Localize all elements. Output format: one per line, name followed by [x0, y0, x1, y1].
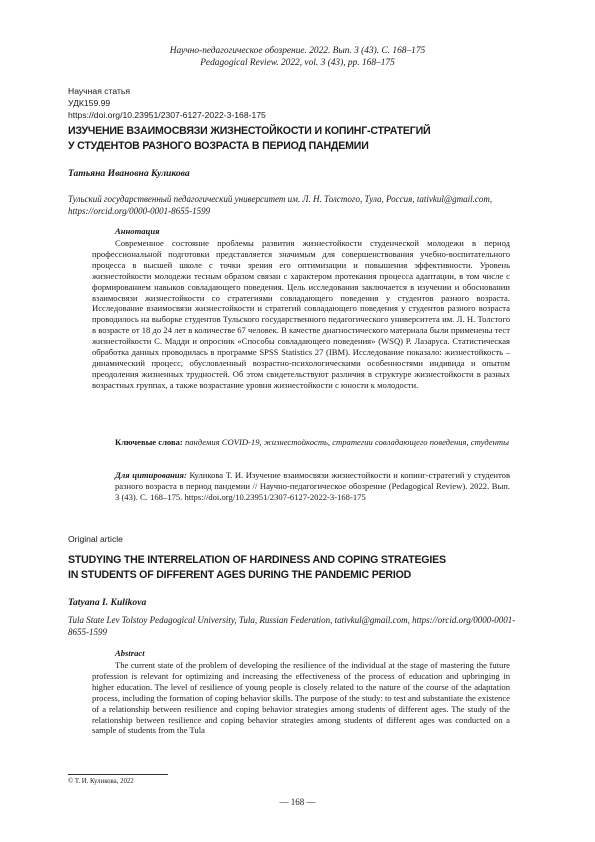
author-ru: Татьяна Ивановна Куликова [68, 168, 190, 179]
article-type-en: Original article [68, 534, 123, 544]
abstract-en-heading: Abstract [115, 648, 145, 658]
author-en: Tatyana I. Kulikova [68, 597, 147, 608]
doi-link[interactable]: https://doi.org/10.23951/2307-6127-2022-3-168-175 [68, 110, 266, 120]
title-ru [68, 124, 527, 154]
title-ru-line1: ИЗУЧЕНИЕ ВЗАИМОСВЯЗИ ЖИЗНЕСТОЙКОСТИ И КОПИНГ-СТРАТЕГИЙ [68, 125, 431, 137]
abstract-ru-heading: Аннотация [115, 226, 160, 236]
article-meta [68, 85, 527, 121]
citation-ru-text: Куликова Т. И. Изучение взаимосвязи жизнестойкости и копинг-стратегий у студентов разного возраста в период пандемии // Научно-педагогическое обозрение (Pedagogical Review). 2022. Вып. 3 (43). С. 168–175. https://doi.org/10.23951/2307-6127-2022-3-168-175 [115, 470, 511, 502]
footnote-divider [68, 774, 168, 775]
page-number: — 168 — [279, 797, 316, 807]
journal-header [68, 45, 527, 69]
affiliation-en: Tula State Lev Tolstoy Pedagogical University, Tula, Russian Federation, tativkul@gmail.com, https://orcid.org/0000-0001-8655-1599 [68, 615, 516, 637]
keywords-ru-label: Ключевые слова: [115, 437, 183, 447]
citation-ru-label: Для цитирования: [115, 470, 187, 480]
article-type-ru: Научная статья [68, 86, 131, 96]
title-en [68, 553, 527, 583]
abstract-ru-text: Современное состояние проблемы развития жизнестойкости студенческой молодежи в период профессиональной подготовки представляется значимым для совершенствования учебно-воспитательного процесса в высшей школе с точки зрения его оптимизации и повышения эффективности. Уровень жизнестойкости молодежи тесным образом связан с характером протекания процесса адаптации, в том числе с формированием навыков совладающего поведения. Цель исследования заключается в изучении и обосновании взаимосвязи жизнестойкости со стратегиями совладающего поведения у студентов разного возраста. Исследование взаимосвязи жизнестойкости и стратегий совладающего поведения у студентов разного возраста проводилось на выборке студентов Тульского государственного педагогического университета им. Л. Н. Толстого в возрасте от 18 до 24 лет в количестве 67 человек. В качестве диагностического материала были применены тест жизнестойкости С. Мадди и опросник «Способы совладающего поведения» (WSQ) Р. Лазаруса. Статистическая обработка данных проводилась в программе SPSS Statistics 27 (IBM). Исследование показало: жизнестойкость – динамический процесс, обусловленный возрастно-психологическими особенностями индивида и опытом преодоления жизненных трудностей. Об этом свидетельствуют различия в структуре жизнестойкости в разных возрастных группах, а также возрастание уровня жизнестойкости с юности к молодости. [92, 238, 510, 390]
journal-header-en: Pedagogical Review. 2022, vol. 3 (43), pp. 168–175 [200, 58, 395, 68]
keywords-ru-value: пандемия COVID-19, жизнестойкость, стратегии совладающего поведения, студенты [184, 437, 509, 447]
title-en-line2: IN STUDENTS OF DIFFERENT AGES DURING THE PANDEMIC PERIOD [68, 569, 412, 581]
keywords-ru [92, 437, 510, 448]
affiliation-ru: Тульский государственный педагогический университет им. Л. Н. Толстого, Тула, Россия, tativkul@gmail.com, https://orcid.org/0000-0001-8655-1599 [68, 194, 493, 216]
abstract-en-text: The current state of the problem of developing the resilience of the individual at the stage of mastering the future profession is relevant for optimizing and increasing the effectiveness of the process of education and upbringing in higher education. The level of resilience of young people is closely related to the nature of the course of the adaptation process, including the formation of coping behavior skills. The purpose of the study: to test and substantiate the existence of a relationship between resilience and coping behavior strategies among students of different ages. The study of the relationship between resilience and coping behavior strategies among students of different ages was conducted on a sample of students from the Tula [92, 660, 510, 736]
title-ru-line2: У СТУДЕНТОВ РАЗНОГО ВОЗРАСТА В ПЕРИОД ПАНДЕМИИ [68, 140, 369, 152]
udc-code: УДК159.99 [68, 98, 111, 108]
journal-header-ru: Научно-педагогическое обозрение. 2022. Вып. 3 (43). С. 168–175 [169, 46, 426, 56]
title-en-line1: STUDYING THE INTERRELATION OF HARDINESS AND COPING STRATEGIES [68, 554, 446, 566]
copyright-footnote: © Т. И. Куликова, 2022 [68, 778, 134, 785]
citation-ru [115, 470, 510, 503]
